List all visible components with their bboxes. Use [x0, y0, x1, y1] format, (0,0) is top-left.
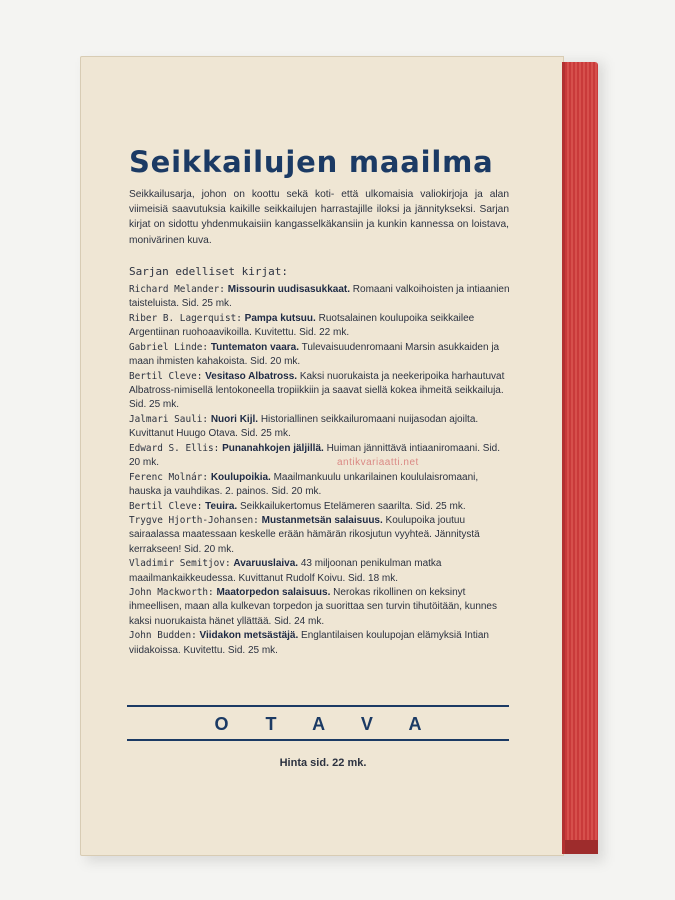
- book-entry-author: Bertil Cleve:: [129, 370, 203, 382]
- book-entry-description: Huiman jännittävä intiaaniromaani. Sid. 20 mk.: [129, 442, 501, 468]
- book-entry-title: Punanahkojen jäljillä.: [222, 442, 324, 454]
- book-entry-author: Richard Melander:: [129, 284, 225, 295]
- book-entry-author: Gabriel Linde:: [129, 341, 209, 353]
- book-entry-title: Koulupoikia.: [210, 471, 271, 483]
- book-entry-author: Bertil Cleve:: [129, 500, 203, 512]
- book-entry: [129, 586, 511, 629]
- book-entry-author: Riber B. Lagerquist:: [129, 312, 242, 324]
- cover-panel: [80, 56, 564, 856]
- publisher-name: OTAVA: [214, 714, 459, 734]
- book-entry-description: Englantilaisen koulupojan elämyksiä Intian viidakoissa. Kuvitettu. Sid. 25 mk.: [129, 630, 489, 656]
- price-label: Hinta sid. 22 mk.: [279, 757, 367, 769]
- spine-bottom-edge: [565, 840, 598, 854]
- book-entry: [129, 471, 511, 499]
- book-entry: [129, 557, 511, 585]
- book-entry-title: Viidakon metsästäjä.: [199, 630, 299, 642]
- book-entry-description: Tulevaisuudenromaani Marsin asukkaiden ja maan ihmisten kahakoista. Sid. 20 mk.: [129, 341, 500, 368]
- book-entry-title: Vesitaso Albatross.: [205, 370, 298, 382]
- book-entry: [129, 514, 511, 557]
- book-entry-title: Maatorpedon salaisuus.: [216, 587, 331, 599]
- book-entry-description: Seikkailukertomus Etelämeren saarilta. Sid. 25 mk.: [239, 500, 466, 512]
- book-entry: [129, 283, 511, 311]
- previous-books-heading: Sarjan edelliset kirjat:: [129, 265, 288, 278]
- book-entry-title: Tuntematon vaara.: [210, 341, 299, 353]
- book-entry: [129, 413, 511, 441]
- book-entry-title: Mustanmetsän salaisuus.: [261, 515, 383, 527]
- book-entry-description: Maailmankuulu unkarilainen koululaisromaani, hauska ja vauhdikas. 2. painos. Sid. 20 mk.: [129, 471, 479, 497]
- book-entry-description: Ruotsalainen koulupoika seikkailee Argentiinan ruohoaavikoilla. Kuvitettu. Sid. 22 mk.: [129, 312, 475, 339]
- book-entry-description: 43 miljoonan penikulman matka maailmankaikkeudessa. Kuvittanut Rudolf Koivu. Sid. 18 mk.: [129, 558, 442, 584]
- book-entry-author: John Mackworth:: [129, 587, 214, 599]
- book-entry: [129, 442, 511, 470]
- series-title: Seikkailujen maailma: [129, 145, 494, 179]
- book-entry: [129, 370, 511, 413]
- book-back-cover: [80, 56, 600, 856]
- book-entry-description: Historiallinen seikkailuromaani nuijasodan ajoilta. Kuvittanut Huugo Otava. Sid. 25 mk.: [129, 413, 479, 440]
- book-entry-author: Trygve Hjorth-Johansen:: [129, 515, 259, 527]
- red-cloth-spine: [562, 62, 598, 854]
- book-entry: [129, 341, 511, 369]
- book-entry-author: Edward S. Ellis:: [129, 442, 220, 454]
- book-entry: [129, 629, 511, 657]
- book-entry-author: Ferenc Molnár:: [129, 471, 209, 483]
- book-entry-title: Avaruuslaiva.: [233, 558, 299, 570]
- book-entry-description: Romaani valkoihoisten ja intiaanien taisteluista. Sid. 25 mk.: [129, 284, 510, 310]
- book-entry-title: Teuira.: [205, 500, 238, 512]
- book-entry-description: Koulupoika joutuu sairaalassa maatessaan keskelle erään hämärän rikosjutun vyyhteä. Jännitystä kerrakseen! Sid. 20 mk.: [129, 515, 480, 555]
- book-entry-title: Missourin uudisasukkaat.: [227, 284, 350, 295]
- book-entry-author: John Budden:: [129, 630, 197, 642]
- publisher-bar: [127, 705, 509, 741]
- book-entry-title: Nuori Kijl.: [210, 413, 259, 425]
- book-entry-description: Nerokas rikollinen on keksinyt ihmeellisen, maan alla kulkevan torpedon ja suorittaa sen turvin tihutöitään, kunnes kaksi nuorukaista hänet yllättää. Sid. 24 mk.: [129, 587, 497, 627]
- book-entry-author: Vladimir Semitjov:: [129, 558, 231, 570]
- book-entry: [129, 312, 511, 340]
- book-entry: [129, 500, 511, 514]
- book-entry-author: Jalmari Sauli:: [129, 413, 209, 425]
- book-list: [129, 283, 511, 658]
- book-entry-title: Pampa kutsuu.: [244, 312, 316, 324]
- seller-watermark: antikvariaatti.net: [337, 457, 419, 468]
- series-intro: Seikkailusarja, johon on koottu sekä koti- että ulkomaisia valiokirjoja ja alan viimeisiä saavutuksia kaikille seikkailujen harrastajille iloksi ja jännitykseksi. Sarjan kirjat on sidottu yhdenmukaisiin kangasselkäkansiin ja kunkin kannessa on loistava, monivärinen kuva.: [129, 189, 509, 246]
- book-entry-description: Kaksi nuorukaista ja neekeripoika harhautuvat Albatross-nimisellä lentokoneella tropiikkiin ja saavat siellä kokea ihmeitä seikkailuja. Sid. 25 mk.: [129, 370, 505, 411]
